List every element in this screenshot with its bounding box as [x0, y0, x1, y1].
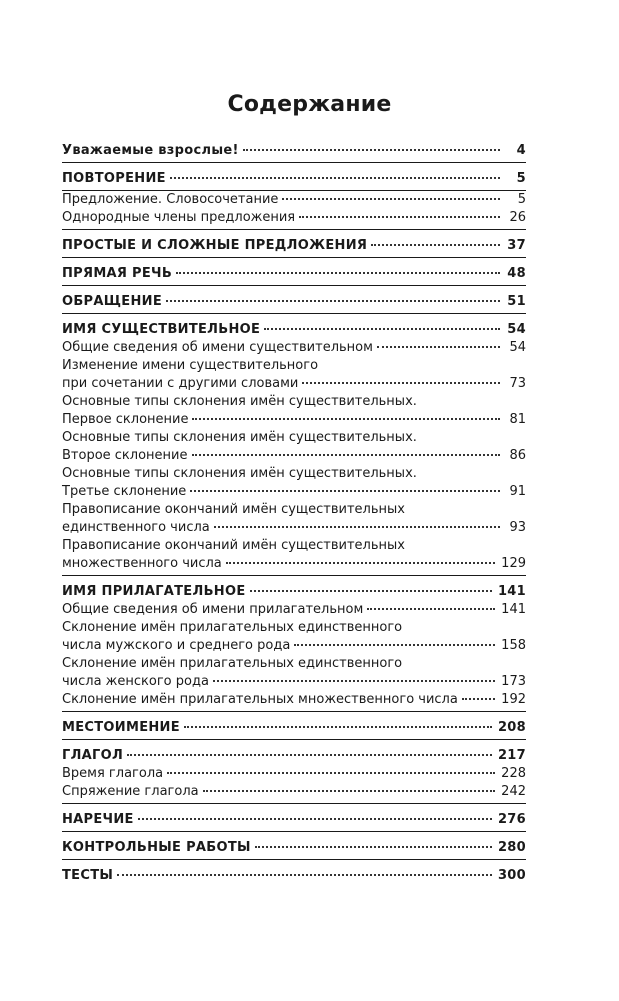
dot-leader	[184, 726, 492, 728]
toc-entry-title: Склонение имён прилагательных единственного	[62, 656, 403, 671]
dot-leader	[192, 454, 501, 456]
toc-page-number: 73	[509, 376, 526, 391]
toc-entry-title: Время глагола	[62, 766, 164, 781]
toc-page-number: 300	[497, 868, 526, 883]
dot-leader	[166, 300, 500, 302]
table-of-contents	[62, 142, 526, 885]
toc-entry-title: Предложение. Словосочетание	[62, 192, 279, 207]
toc-page-number: 26	[509, 210, 526, 225]
toc-entry	[62, 265, 526, 286]
toc-entry	[62, 170, 526, 191]
toc-page-number: 173	[501, 674, 526, 689]
toc-page-number: 129	[501, 556, 526, 571]
dot-leader	[243, 149, 500, 151]
toc-entry	[62, 321, 526, 339]
dot-leader	[377, 346, 500, 348]
toc-entry-title: ТЕСТЫ	[62, 868, 114, 883]
dot-leader	[138, 818, 492, 820]
dot-leader	[371, 244, 500, 246]
page-title: Содержание	[227, 92, 392, 117]
section-divider	[62, 257, 526, 258]
toc-entry	[62, 465, 526, 501]
dot-leader	[226, 562, 495, 564]
toc-entry-title: Спряжение глагола	[62, 784, 199, 799]
toc-entry-title: ИМЯ СУЩЕСТВИТЕЛЬНОЕ	[62, 322, 261, 337]
dot-leader	[214, 526, 500, 528]
toc-entry-title: Второе склонение	[62, 448, 188, 463]
toc-entry	[62, 583, 526, 601]
toc-entry-title: единственного числа	[62, 520, 210, 535]
toc-entry	[62, 747, 526, 765]
toc-entry-title: Склонение имён прилагательных единственного	[62, 620, 403, 635]
toc-entry	[62, 429, 526, 465]
toc-entry	[62, 209, 526, 230]
toc-entry-title: ОБРАЩЕНИЕ	[62, 294, 163, 309]
toc-entry-title: ИМЯ ПРИЛАГАТЕЛЬНОЕ	[62, 584, 246, 599]
dot-leader	[190, 490, 500, 492]
section-divider	[62, 575, 526, 576]
toc-page-number: 81	[509, 412, 526, 427]
toc-entry-title: Общие сведения об имени прилагательном	[62, 602, 364, 617]
dot-leader	[213, 680, 495, 682]
toc-entry	[62, 501, 526, 537]
toc-entry-title: КОНТРОЛЬНЫЕ РАБОТЫ	[62, 840, 251, 855]
toc-entry-title: ПРЯМАЯ РЕЧЬ	[62, 266, 173, 281]
toc-entry	[62, 142, 526, 163]
toc-entry-title: Третье склонение	[62, 484, 187, 499]
toc-page-number: 141	[497, 584, 526, 599]
toc-entry-title: Основные типы склонения имён существительных.	[62, 466, 417, 481]
toc-entry-title: ПОВТОРЕНИЕ	[62, 171, 166, 186]
dot-leader	[170, 177, 500, 179]
section-divider	[62, 859, 526, 860]
toc-entry-title: Однородные члены предложения	[62, 210, 296, 225]
toc-entry	[62, 393, 526, 429]
toc-entry-title: при сочетании с другими словами	[62, 376, 299, 391]
toc-entry-title: Склонение имён прилагательных множественного числа	[62, 692, 458, 707]
toc-page-number: 192	[501, 692, 526, 707]
dot-leader	[302, 382, 500, 384]
dot-leader	[282, 198, 500, 200]
toc-entry-title: ГЛАГОЛ	[62, 748, 124, 763]
section-divider	[62, 803, 526, 804]
toc-page-number: 54	[507, 322, 526, 337]
toc-entry	[62, 619, 526, 655]
dot-leader	[294, 644, 495, 646]
toc-entry-title: Уважаемые взрослые!	[62, 143, 239, 158]
toc-entry	[62, 601, 526, 619]
dot-leader	[255, 846, 492, 848]
toc-entry-title: ПРОСТЫЕ И СЛОЖНЫЕ ПРЕДЛОЖЕНИЯ	[62, 238, 368, 253]
toc-entry-title: Правописание окончаний имён существительных	[62, 538, 405, 553]
dot-leader	[176, 272, 500, 274]
toc-page-number: 37	[507, 238, 526, 253]
dot-leader	[192, 418, 500, 420]
dot-leader	[367, 608, 495, 610]
toc-entry	[62, 191, 526, 209]
toc-entry	[62, 811, 526, 832]
toc-page-number: 54	[509, 340, 526, 355]
toc-page-number: 91	[509, 484, 526, 499]
toc-entry	[62, 783, 526, 804]
toc-page-number: 4	[516, 143, 526, 158]
toc-page-number: 208	[497, 720, 526, 735]
toc-entry-title: НАРЕЧИЕ	[62, 812, 134, 827]
dot-leader	[167, 772, 495, 774]
toc-entry	[62, 655, 526, 691]
dot-leader	[462, 698, 495, 700]
dot-leader	[127, 754, 492, 756]
toc-page-number: 280	[497, 840, 526, 855]
toc-entry	[62, 293, 526, 314]
toc-page-number: 51	[507, 294, 526, 309]
toc-entry	[62, 357, 526, 393]
section-divider	[62, 711, 526, 712]
toc-page-number: 86	[509, 448, 526, 463]
toc-entry-title: Изменение имени существительного	[62, 358, 319, 373]
dot-leader	[250, 590, 492, 592]
toc-entry-title: множественного числа	[62, 556, 222, 571]
dot-leader	[117, 874, 492, 876]
toc-page-number: 141	[501, 602, 526, 617]
toc-entry	[62, 867, 526, 885]
toc-page-number: 5	[517, 192, 526, 207]
section-divider	[62, 831, 526, 832]
section-divider	[62, 313, 526, 314]
toc-entry-title: МЕСТОИМЕНИЕ	[62, 720, 180, 735]
dot-leader	[264, 328, 500, 330]
toc-page-number: 228	[501, 766, 526, 781]
toc-entry	[62, 765, 526, 783]
toc-entry	[62, 691, 526, 712]
section-divider	[62, 162, 526, 163]
toc-entry	[62, 537, 526, 576]
section-divider	[62, 285, 526, 286]
toc-entry-title: числа мужского и среднего рода	[62, 638, 291, 653]
section-divider	[62, 229, 526, 230]
toc-page-number: 276	[497, 812, 526, 827]
toc-entry-title: Правописание окончаний имён существительных	[62, 502, 405, 517]
toc-entry	[62, 339, 526, 357]
toc-entry-title: Основные типы склонения имён существительных.	[62, 394, 417, 409]
toc-entry	[62, 719, 526, 740]
section-divider	[62, 739, 526, 740]
toc-page-number: 48	[507, 266, 526, 281]
toc-page-number: 242	[501, 784, 526, 799]
toc-page-number: 217	[497, 748, 526, 763]
toc-page-number: 93	[509, 520, 526, 535]
toc-entry-title: Первое склонение	[62, 412, 189, 427]
toc-page-number: 158	[501, 638, 526, 653]
toc-entry-title: числа женского рода	[62, 674, 209, 689]
toc-entry-title: Общие сведения об имени существительном	[62, 340, 373, 355]
toc-entry	[62, 839, 526, 860]
dot-leader	[203, 790, 496, 792]
toc-entry-title: Основные типы склонения имён существительных.	[62, 430, 417, 445]
toc-page-number: 5	[516, 171, 526, 186]
toc-entry	[62, 237, 526, 258]
dot-leader	[299, 216, 500, 218]
